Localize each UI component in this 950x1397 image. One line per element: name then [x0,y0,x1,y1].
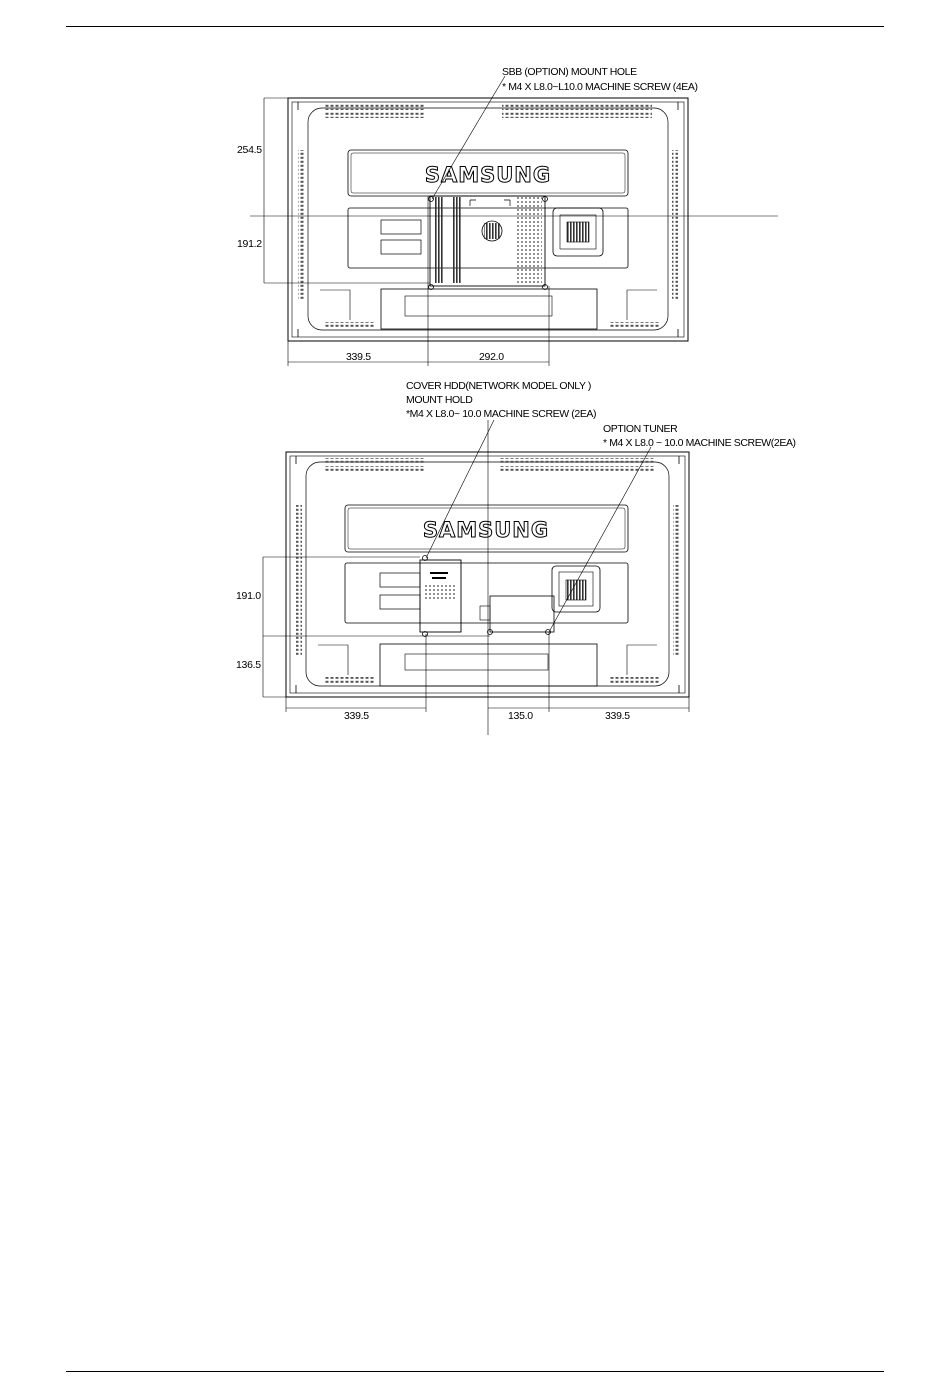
monitor-back-outline-2 [286,452,689,697]
sbb-callout-line2: * M4 X L8.0~L10.0 MACHINE SCREW (4EA) [502,81,698,93]
brand-logo: SAMSUNG [424,163,552,187]
diagram-top [250,76,778,366]
dim-339-5: 339.5 [346,351,371,363]
diagram-bottom [263,420,689,735]
dim-135-0: 135.0 [508,710,533,722]
diagram-bottom-text [236,380,796,722]
hdd-callout-line1: COVER HDD(NETWORK MODEL ONLY ) [406,380,591,392]
tuner-bracket [480,596,554,635]
dim-136-5: 136.5 [236,659,261,671]
hdd-callout-line2: MOUNT HOLD [406,394,473,406]
sbb-mount-plate [429,196,548,290]
tuner-callout-line1: OPTION TUNER [603,423,678,435]
dim-292-0: 292.0 [479,351,504,363]
dim-339-5-right: 339.5 [605,710,630,722]
dim-191-2: 191.2 [237,238,262,250]
brand-logo-2: SAMSUNG [422,518,550,542]
diagram-top-text [237,66,698,363]
sbb-callout-line1: SBB (OPTION) MOUNT HOLE [502,66,637,78]
tuner-callout-line2: * M4 X L8.0 ~ 10.0 MACHINE SCREW(2EA) [603,437,796,449]
hdd-cover-plate [420,556,461,637]
dim-339-5-left: 339.5 [344,710,369,722]
dim-191-0: 191.0 [236,590,261,602]
hdd-callout-line3: *M4 X L8.0~ 10.0 MACHINE SCREW (2EA) [406,408,597,420]
dim-254-5: 254.5 [237,144,262,156]
